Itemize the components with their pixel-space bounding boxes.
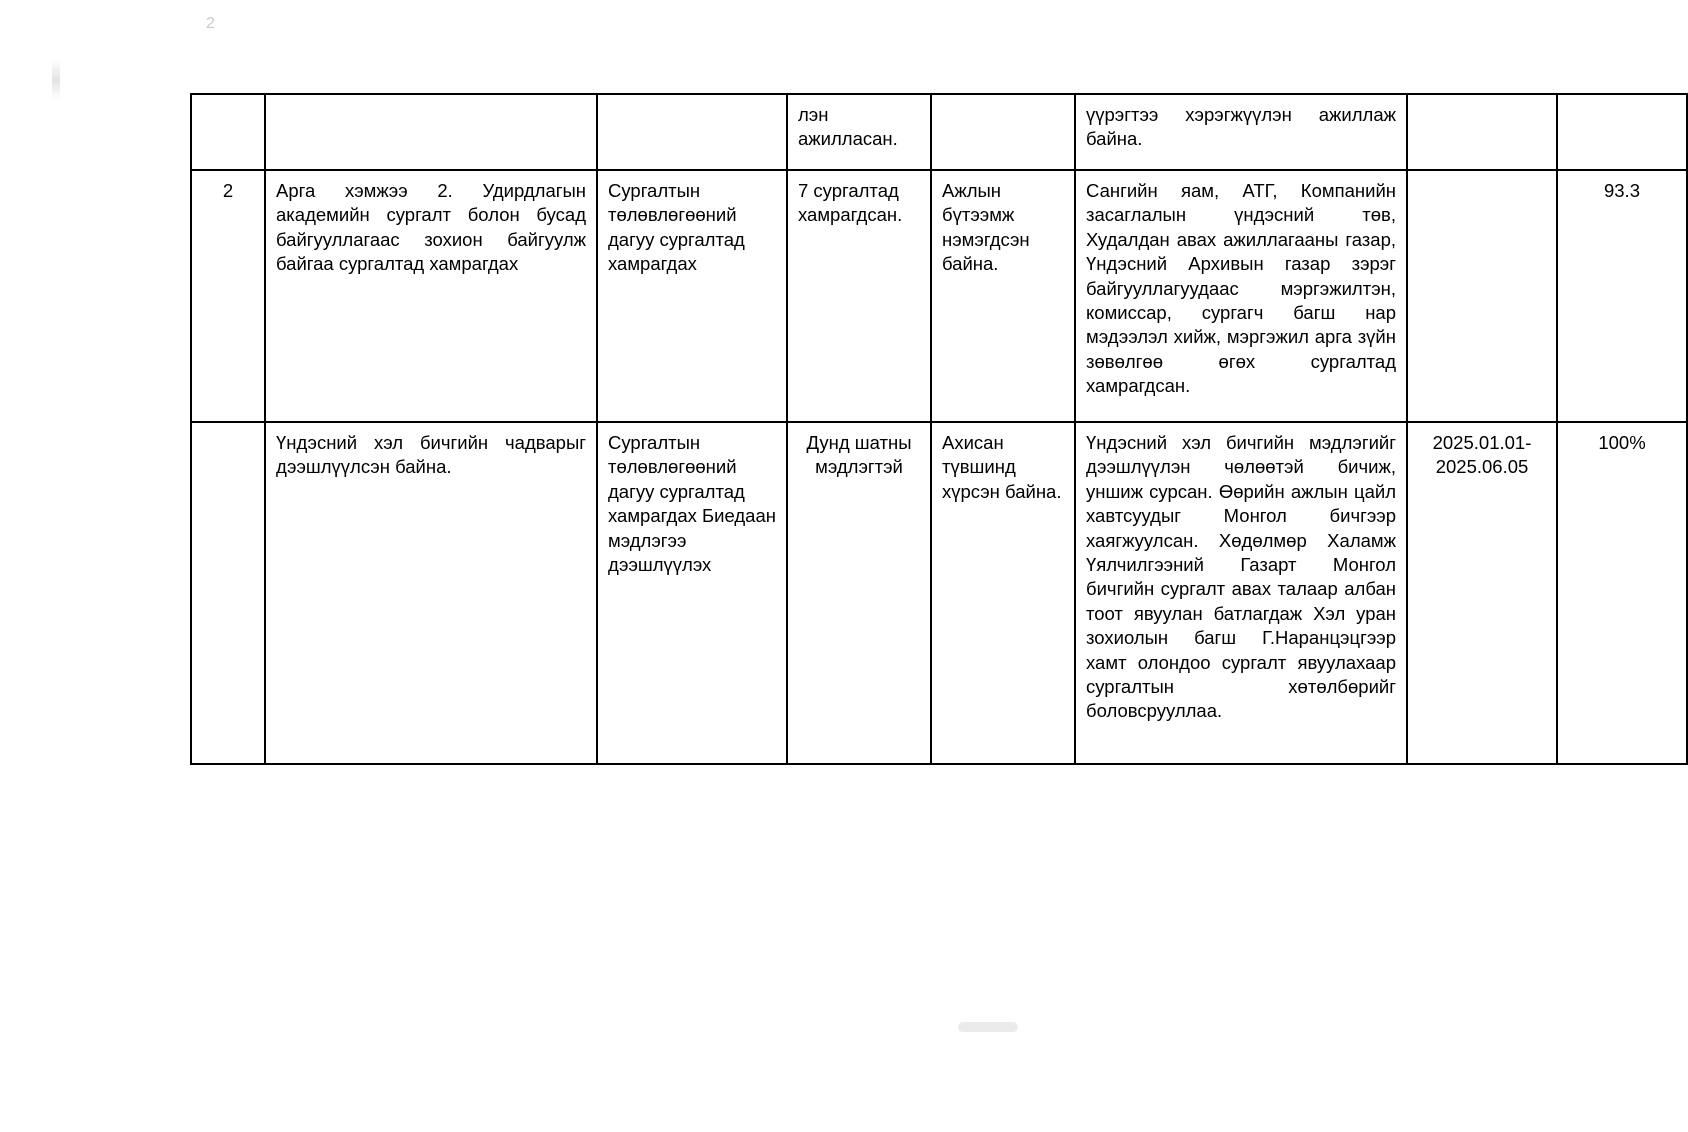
cell-indicator: Дунд шатны мэдлэгтэй (787, 422, 931, 764)
cell-number (191, 422, 265, 764)
scan-artifact-left-edge (52, 60, 60, 100)
cell-number (191, 94, 265, 170)
cell-measure: Үндэсний хэл бичгийн чадварыг дээшлүүлсэн байна. (265, 422, 597, 764)
cell-number: 2 (191, 170, 265, 422)
cell-detail: Үндэсний хэл бичгийн мэдлэгийг дээшлүүлэн чөлөөтэй бичиж, уншиж сурсан. Өөрийн ажлын цайл хавтсуудыг Монгол бичгээр хаягжуулсан. Хөдөлмөр Халамж Үялчилгээний Газарт Монгол бичгийн сургалт авах талаар албан тоот явуулан батлагдаж Хэл уран зохиолын багш Г.Наранцэцгээр хамт олондоо сургалт явуулахаар сургалтын хөтөлбөрийг боловсрууллаа. (1075, 422, 1407, 764)
cell-activity (597, 94, 787, 170)
cell-date (1407, 170, 1557, 422)
table-row (191, 94, 1687, 170)
cell-activity: Сургалтын төлөвлөгөөний дагуу сургалтад хамрагдах Биедаан мэдлэгээ дээшлүүлэх (597, 422, 787, 764)
cell-detail: үүрэгтээ хэрэгжүүлэн ажиллаж байна. (1075, 94, 1407, 170)
cell-percent (1557, 94, 1687, 170)
cell-date (1407, 94, 1557, 170)
cell-measure: Арга хэмжээ 2. Удирдлагын академийн сургалт болон бусад байгууллагаас зохион байгуулж байгаа сургалтад хамрагдах (265, 170, 597, 422)
scan-artifact-corner: 2 (206, 15, 215, 32)
cell-result: Ажлын бүтээмж нэмэгдсэн байна. (931, 170, 1075, 422)
cell-measure (265, 94, 597, 170)
cell-result: Ахисан түвшинд хүрсэн байна. (931, 422, 1075, 764)
table-row (191, 422, 1687, 764)
cell-date: 2025.01.01-2025.06.05 (1407, 422, 1557, 764)
cell-indicator: лэн ажилласан. (787, 94, 931, 170)
scan-artifact-bottom (958, 1022, 1018, 1032)
cell-activity: Сургалтын төлөвлөгөөний дагуу сургалтад хамрагдах (597, 170, 787, 422)
cell-detail: Сангийн яам, АТГ, Компанийн засаглалын үндэсний төв, Худалдан авах ажиллагааны газар, Үндэсний Архивын газар зэрэг байгууллагуудаас мэргэжилтэн, комиссар, сургагч багш нар мэдээлэл хийж, мэргэжил арга зүйн зөвөлгөө өгөх сургалтад хамрагдсан. (1075, 170, 1407, 422)
cell-percent: 93.3 (1557, 170, 1687, 422)
table-row (191, 170, 1687, 422)
cell-percent: 100% (1557, 422, 1687, 764)
performance-plan-table (190, 93, 1688, 765)
cell-result (931, 94, 1075, 170)
cell-indicator: 7 сургалтад хамрагдсан. (787, 170, 931, 422)
